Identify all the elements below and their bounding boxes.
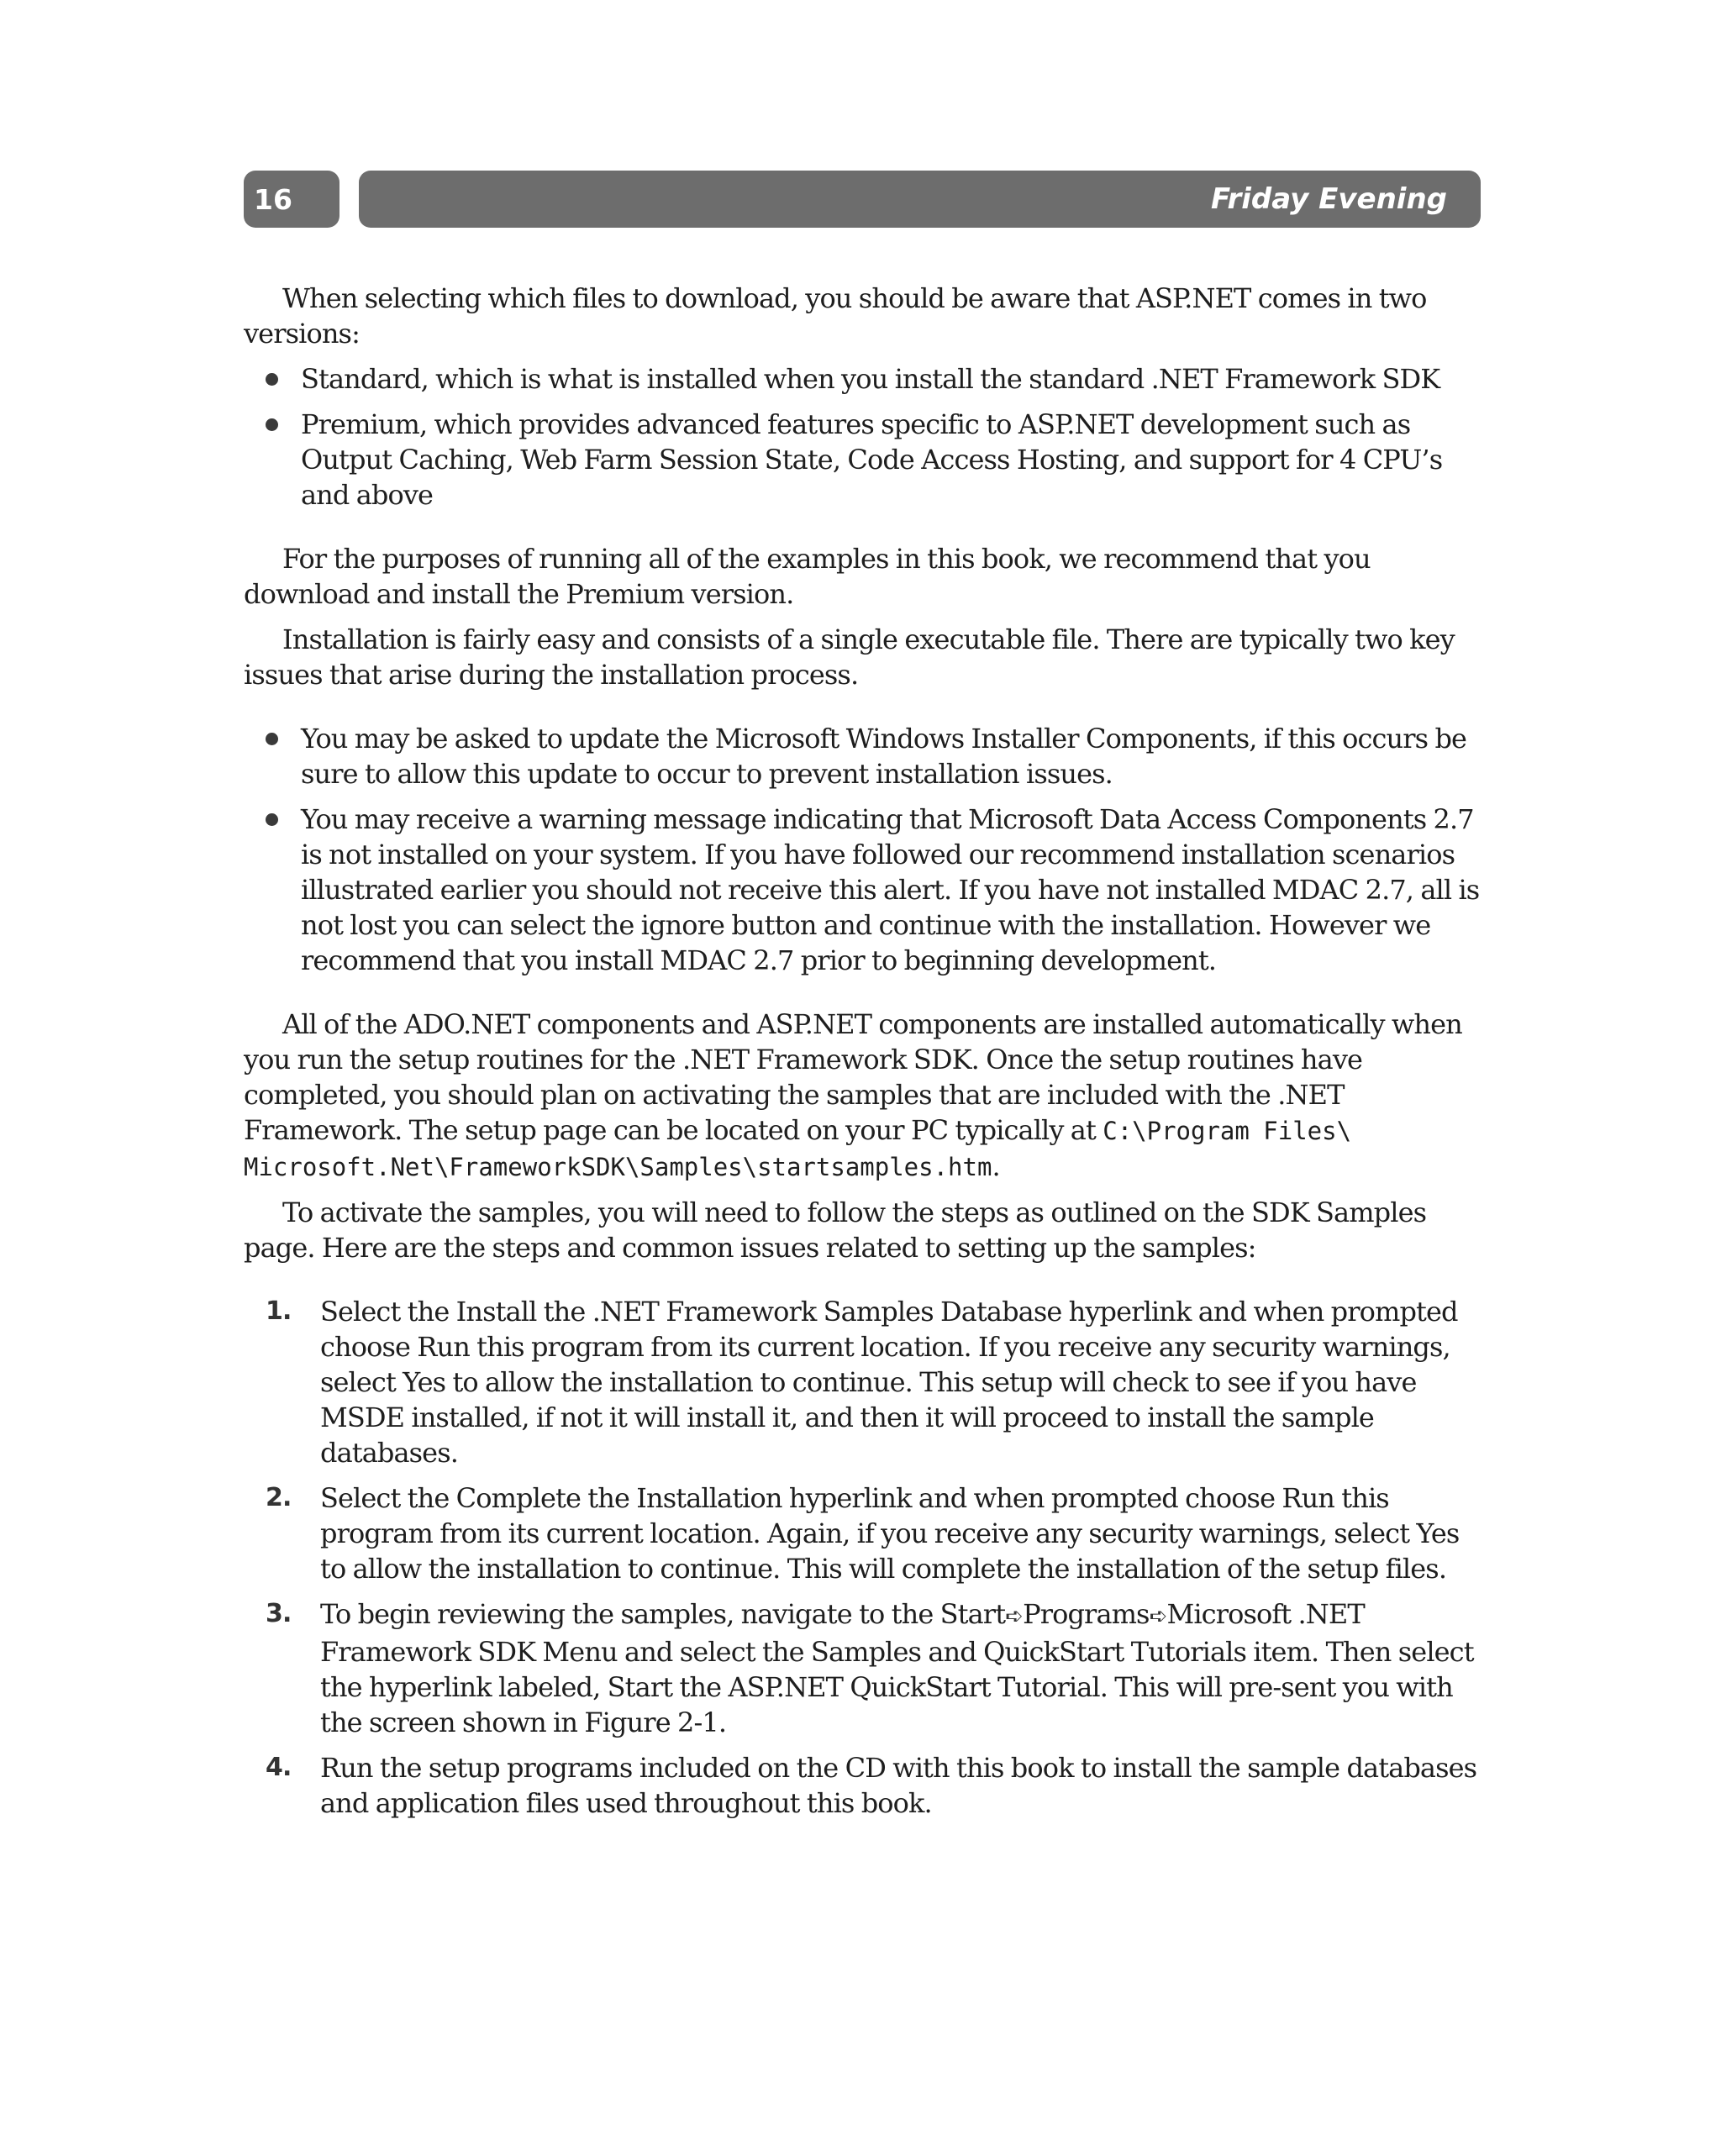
list-item <box>244 361 1487 397</box>
menu-arrow-icon: ➪ <box>1149 1604 1167 1629</box>
list-item <box>244 721 1487 791</box>
samples-path-part1: C:\Program Files\ <box>1103 1117 1352 1145</box>
running-head-title: Friday Evening <box>1211 182 1447 216</box>
bullet-icon <box>266 373 278 386</box>
step-number: 1. <box>266 1296 292 1326</box>
step-text: Select the Complete the Installation hyperlink and when prompted choose Run this program from its current location. Again, if you receive any security warnings, select Yes to allow the installation to continue. This will complete the installation of the setup files. <box>320 1482 1460 1585</box>
paragraph-components-text: All of the ADO.NET components and ASP.NET components are installed automatically when you run the setup routines for the .NET Framework SDK. Once the setup routines have completed, you should plan on activating the samples that are included with the .NET Framework. The setup page can be located on your PC typically at <box>244 1008 1462 1146</box>
page-number-text: 16 <box>254 182 292 216</box>
list-item <box>244 1294 1487 1470</box>
bullet-icon <box>266 418 278 431</box>
paragraph-installation: Installation is fairly easy and consists of a single executable file. There are typically two key issues that arise during the installation process. <box>244 623 1455 691</box>
list-item-text: Standard, which is what is installed when you install the standard .NET Framework SDK <box>301 363 1440 395</box>
step-number: 2. <box>266 1483 292 1512</box>
menu-arrow-icon: ➪ <box>1005 1604 1024 1629</box>
list-item <box>244 802 1487 978</box>
paragraph-components-end: . <box>992 1150 1000 1182</box>
versions-list <box>244 361 1487 513</box>
page-body <box>244 281 1487 1849</box>
step-number: 3. <box>266 1599 292 1628</box>
list-item-text: You may receive a warning message indicating that Microsoft Data Access Components 2.7 is not installed on your system. If you have followed our recommend installation scenarios illustrated earlier you should not receive this alert. If you have not installed MDAC 2.7, all is not lost you can select the ignore button and continue with the installation. However we recommend that you install MDAC 2.7 prior to beginning development. <box>301 803 1480 976</box>
running-head-bar <box>359 171 1481 228</box>
page-header <box>244 171 1481 228</box>
samples-path-part2: Microsoft.Net\FrameworkSDK\Samples\startsamples.htm <box>244 1153 992 1181</box>
paragraph-recommendation: For the purposes of running all of the examples in this book, we recommend that you download and install the Premium version. <box>244 543 1371 610</box>
issues-list <box>244 721 1487 978</box>
step-number: 4. <box>266 1753 292 1782</box>
paragraph-versions-intro: When selecting which files to download, you should be aware that ASP.NET comes in two versions: <box>244 282 1427 350</box>
bullet-icon <box>266 813 278 826</box>
paragraph-components <box>244 1007 1487 1185</box>
bullet-icon <box>266 733 278 745</box>
list-item <box>244 407 1487 513</box>
list-item <box>244 1750 1487 1821</box>
step-text-part1: To begin reviewing the samples, navigate to the Start <box>320 1598 1006 1630</box>
step-text-part2: Programs <box>1023 1598 1150 1630</box>
list-item-text: Premium, which provides advanced features specific to ASP.NET development such as Output Caching, Web Farm Session State, Code Access Hosting, and support for 4 CPU’s and above <box>301 408 1443 511</box>
step-text: Select the Install the .NET Framework Samples Database hyperlink and when prompted choose Run this program from its current location. If you receive any security warnings, select Yes to allow the installation to continue. This setup will check to see if you have MSDE installed, if not it will install it, and then it will proceed to install the sample databases. <box>320 1296 1458 1469</box>
step-text: Run the setup programs included on the CD with this book to install the sample databases and application files used throughout this book. <box>320 1752 1477 1819</box>
paragraph-activate-samples: To activate the samples, you will need to follow the steps as outlined on the SDK Samples page. Here are the steps and common issues related to setting up the samples: <box>244 1196 1427 1264</box>
list-item <box>244 1596 1487 1740</box>
page-number <box>244 171 339 228</box>
list-item-text: You may be asked to update the Microsoft Windows Installer Components, if this occurs be sure to allow this update to occur to prevent installation issues. <box>301 723 1467 790</box>
steps-list <box>244 1294 1487 1821</box>
list-item <box>244 1480 1487 1586</box>
step-text-part3: Microsoft .NET Framework SDK Menu and select the Samples and QuickStart Tutorials item. Then select the hyperlink labeled, Start the ASP.NET QuickStart Tutorial. This will pre-sent you with the screen shown in Figure 2-1. <box>320 1598 1474 1738</box>
